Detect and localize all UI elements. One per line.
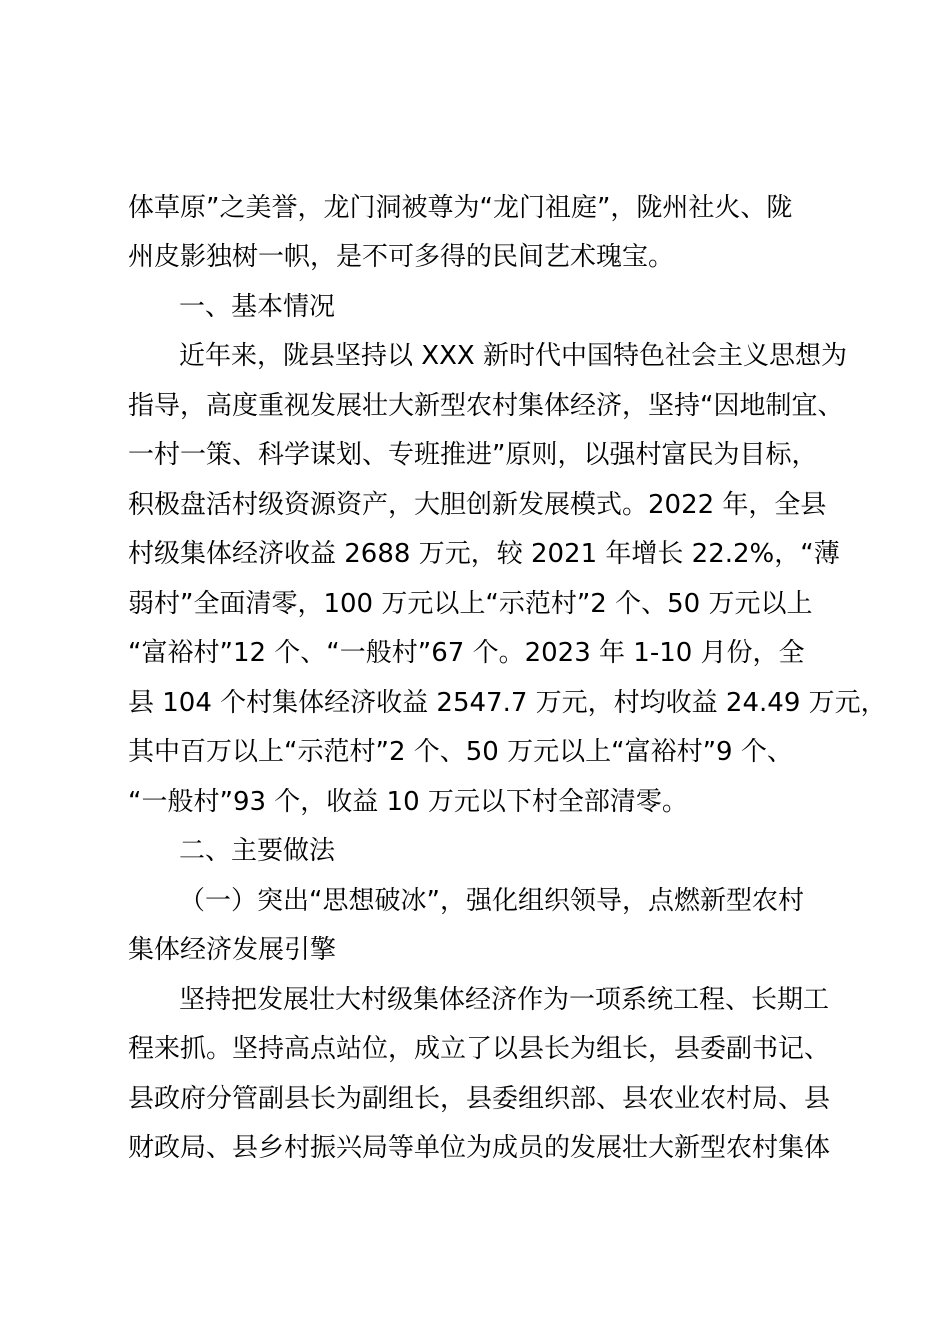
text-line: 近年来，陇县坚持以 XXX 新时代中国特色社会主义思想为: [179, 341, 847, 371]
text-line: 州皮影独树一帜，是不可多得的民间艺术瑰宝。: [128, 242, 675, 272]
subsection-heading: （一）突出“思想破冰”，强化组织领导，点燃新型农村: [179, 886, 804, 916]
text-line: “一般村”93 个，收益 10 万元以下村全部清零。: [128, 787, 688, 817]
subsection-heading: 集体经济发展引擎: [128, 935, 337, 965]
section-heading: 二、主要做法: [179, 836, 336, 866]
text-line: 其中百万以上“示范村”2 个、50 万元以上“富裕村”9 个、: [128, 737, 793, 767]
text-line: “富裕村”12 个、“一般村”67 个。2023 年 1-10 月份，全: [128, 638, 805, 668]
text-line: 弱村”全面清零，100 万元以上“示范村”2 个、50 万元以上: [128, 589, 813, 619]
text-line: 程来抓。坚持高点站位，成立了以县长为组长，县委副书记、: [128, 1034, 831, 1064]
text-line: 村级集体经济收益 2688 万元，较 2021 年增长 22.2%，“薄: [128, 539, 840, 569]
text-line: 财政局、县乡村振兴局等单位为成员的发展壮大新型农村集体: [128, 1133, 831, 1163]
text-line: 县政府分管副县长为副组长，县委组织部、县农业农村局、县: [128, 1084, 831, 1114]
text-line: 县 104 个村集体经济收益 2547.7 万元，村均收益 24.49 万元，: [128, 688, 887, 718]
text-line: 一村一策、科学谋划、专班推进”原则，以强村富民为目标，: [128, 440, 818, 470]
text-line: 指导，高度重视发展壮大新型农村集体经济，坚持“因地制宜、: [128, 391, 844, 421]
section-heading: 一、基本情况: [179, 292, 336, 322]
text-line: 积极盘活村级资源资产，大胆创新发展模式。2022 年，全县: [128, 490, 827, 520]
text-line: 坚持把发展壮大村级集体经济作为一项系统工程、长期工: [179, 985, 830, 1015]
text-line: 体草原”之美誉，龙门洞被尊为“龙门祖庭”，陇州社火、陇: [128, 193, 793, 223]
